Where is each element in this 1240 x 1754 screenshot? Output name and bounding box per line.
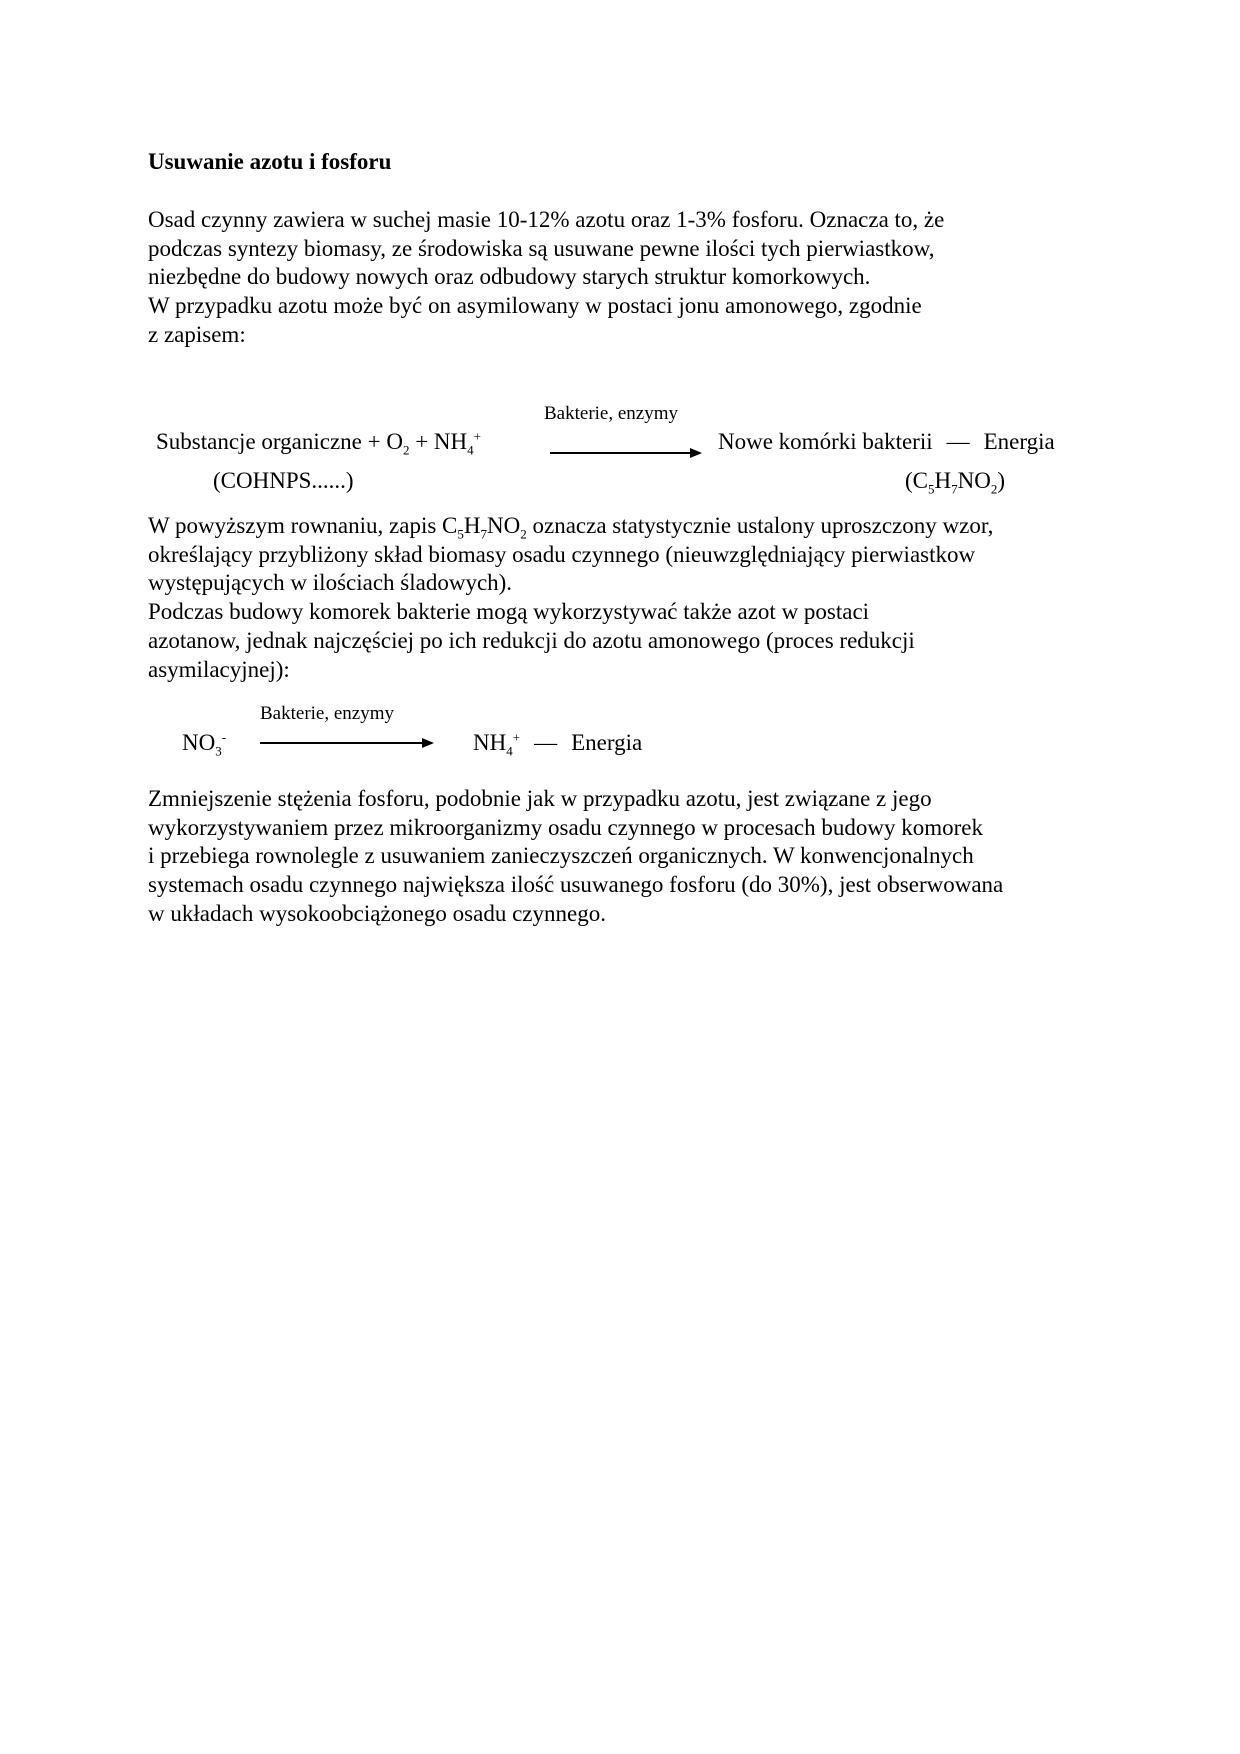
paragraph-3: [148, 785, 1108, 929]
equation-products: [718, 428, 1055, 456]
page-title: Usuwanie azotu i fosforu: [148, 149, 392, 174]
paragraph-line: w układach wysokoobciążonego osadu czynnego.: [148, 900, 606, 926]
text-span: W powyższym rownaniu, zapis C: [148, 513, 458, 538]
subscript: 3: [215, 743, 222, 759]
superscript: -: [221, 729, 227, 745]
subscript: 5: [928, 481, 935, 497]
product-energy: Energia: [983, 429, 1055, 454]
formula-part: NH: [473, 730, 507, 755]
formula-part: (C: [905, 468, 928, 493]
dash: —: [534, 730, 558, 755]
paragraph-line: z zapisem:: [148, 321, 246, 347]
text-span: H: [463, 513, 481, 538]
paragraph-line: określający przybliżony skład biomasy osadu czynnego (nieuwzględniający pierwiastkow: [148, 541, 976, 567]
subscript: 7: [480, 526, 488, 542]
text-span: oznacza statystycznie ustalony uproszczony wzor,: [526, 513, 994, 538]
paragraph-line: wykorzystywaniem przez mikroorganizmy osadu czynnego w procesach budowy komorek: [148, 814, 983, 840]
formula-part: ): [997, 468, 1006, 493]
equation-products: [473, 729, 642, 757]
equation-catalyst-label: Bakterie, enzymy: [544, 403, 679, 424]
equation-reactant: [182, 729, 226, 757]
formula-part: NO: [957, 468, 991, 493]
dash: —: [946, 429, 970, 454]
reaction-arrow: [260, 742, 432, 744]
superscript: +: [473, 428, 481, 444]
reactant-ammonium: + NH: [409, 429, 468, 454]
reactant-substrate: Substancje organiczne + O: [156, 429, 403, 454]
superscript: +: [512, 729, 521, 745]
subscript: 5: [457, 526, 464, 542]
subscript: 7: [951, 481, 958, 497]
paragraph-line: występujących w ilościach śladowych).: [148, 570, 513, 596]
paragraph-line: W przypadku azotu może być on asymilowany w postaci jonu amonowego, zgodnie: [148, 293, 922, 319]
paragraph-line: niezbędne do budowy nowych oraz odbudowy starych struktur komorkowych.: [148, 264, 871, 290]
paragraph-line: systemach osadu czynnego największa ilość usuwanego fosforu (do 30%), jest obserwowana: [148, 872, 1004, 898]
paragraph-line: azotanow, jednak najczęściej po ich redukcji do azotu amonowego (proces redukcji: [148, 627, 915, 653]
paragraph-2: [148, 512, 1108, 684]
equation-reactants: [156, 428, 481, 456]
product-energy: Energia: [571, 730, 643, 755]
product-new-cells: Nowe komórki bakterii: [718, 429, 933, 454]
paragraph-line: asymilacyjnej):: [148, 656, 290, 682]
text-span: NO: [487, 513, 521, 538]
formula-part: H: [934, 468, 952, 493]
paragraph-line: Osad czynny zawiera w suchej masie 10-12% azotu oraz 1-3% fosforu. Oznacza to, że: [148, 207, 945, 232]
subscript: 4: [506, 743, 513, 759]
paragraph-line: Podczas budowy komorek bakterie mogą wykorzystywać także azot w postaci: [148, 599, 870, 625]
formula-part: NO: [182, 730, 216, 755]
equation-catalyst-label: Bakterie, enzymy: [260, 703, 395, 724]
paragraph-line: podczas syntezy biomasy, ze środowiska są usuwane pewne ilości tych pierwiastkow,: [148, 235, 935, 261]
subscript: 2: [402, 442, 410, 458]
substrate-formula: (COHNPS......): [213, 468, 354, 493]
paragraph-line: i przebiega rownolegle z usuwaniem zanieczyszczeń organicznych. W konwencjonalnych: [148, 843, 974, 869]
reaction-arrow: [550, 452, 700, 454]
subscript: 2: [990, 481, 998, 497]
subscript: 4: [467, 442, 474, 458]
paragraph-line: [148, 512, 1108, 541]
paragraph-line: Zmniejszenie stężenia fosforu, podobnie jak w przypadku azotu, jest związane z jego: [148, 786, 932, 811]
subscript: 2: [520, 526, 527, 542]
biomass-formula: [905, 467, 1005, 495]
paragraph-1: [148, 206, 1108, 350]
